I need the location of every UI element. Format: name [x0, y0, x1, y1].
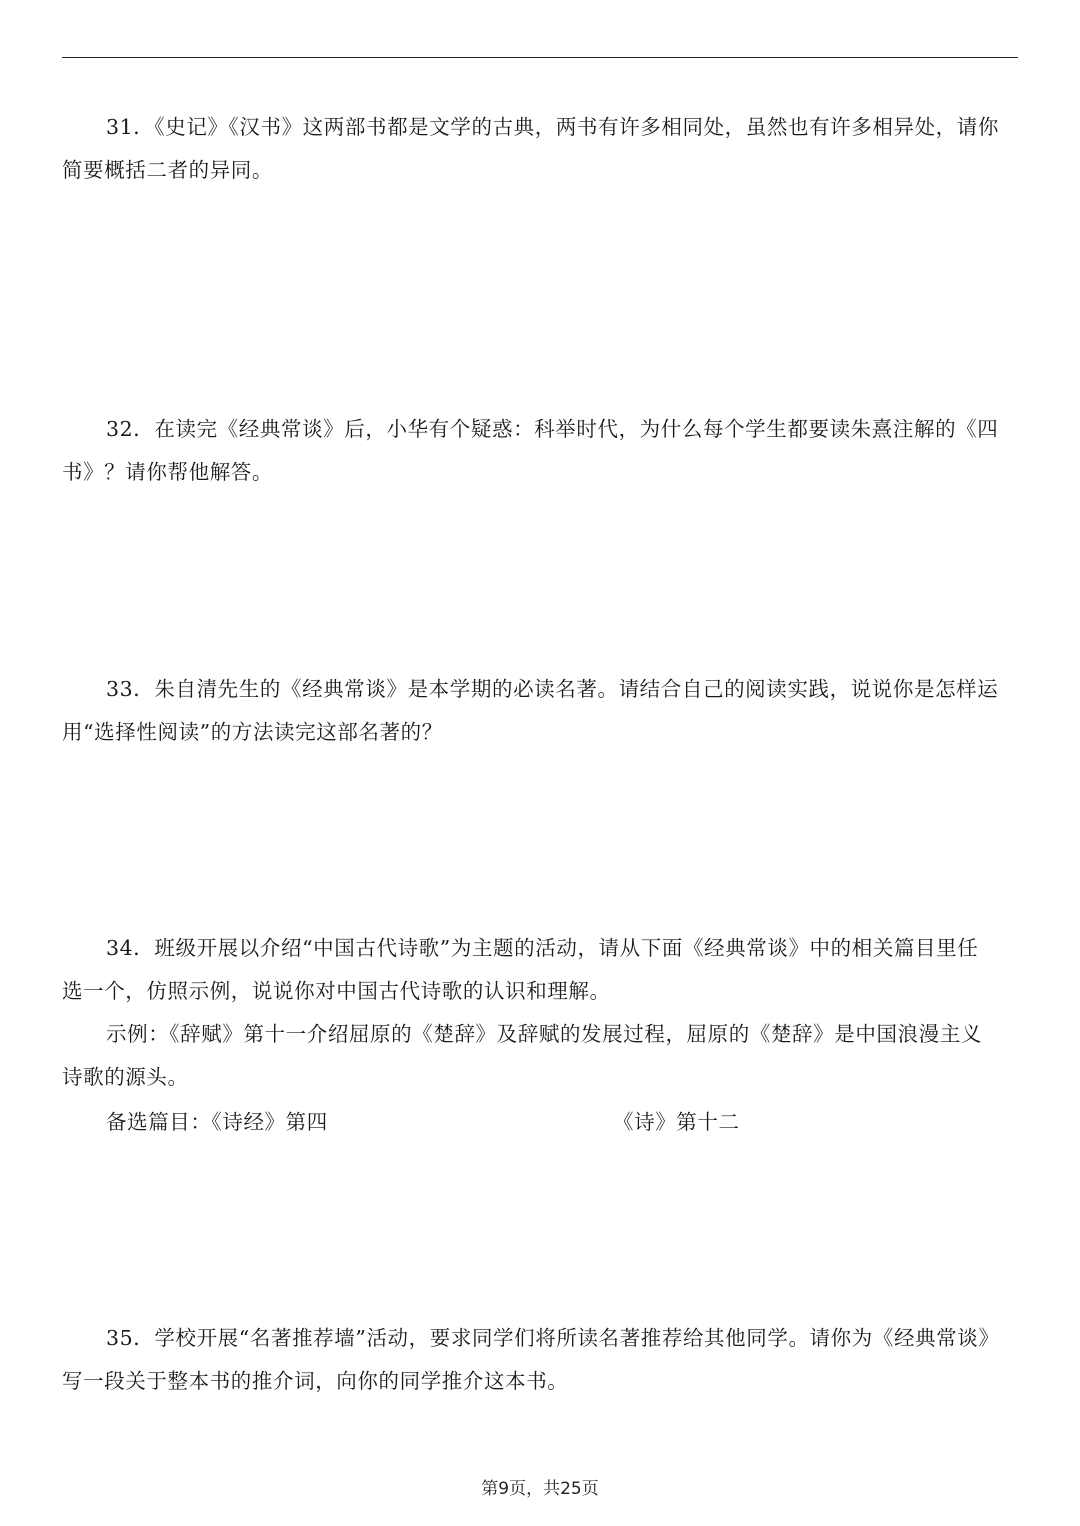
question-34-example-line-1: 示例：《辞赋》第十一介绍屈原的《楚辞》及辞赋的发展过程，屈原的《楚辞》是中国浪漫主义 [106, 1022, 982, 1046]
question-34-line-1: 34．班级开展以介绍“中国古代诗歌”为主题的活动，请从下面《经典常谈》中的相关篇目里任 [106, 936, 979, 960]
question-32-line-1: 32．在读完《经典常谈》后，小华有个疑惑：科举时代，为什么每个学生都要读朱熹注解的《四 [106, 417, 999, 441]
question-32-line-2: 书》？请你帮他解答。 [62, 460, 273, 484]
question-31-line-2: 简要概括二者的异同。 [62, 158, 273, 182]
page-number-footer: 第9页，共25页 [481, 1479, 599, 1499]
question-31 [62, 106, 1022, 192]
question-32 [62, 408, 1022, 494]
question-35-line-2: 写一段关于整本书的推介词，向你的同学推介这本书。 [62, 1369, 569, 1393]
question-33-line-2: 用“选择性阅读”的方法读完这部名著的？ [62, 720, 443, 744]
question-34-options [106, 1101, 1006, 1144]
question-34-option-b: 《诗》第十二 [613, 1110, 740, 1134]
question-33 [62, 668, 1022, 754]
question-35-line-1: 35．学校开展“名著推荐墙”活动，要求同学们将所读名著推荐给其他同学。请你为《经典常谈》 [106, 1326, 1000, 1350]
question-34 [62, 927, 1022, 1099]
question-34-option-a: 备选篇目：《诗经》第四 [106, 1110, 328, 1134]
question-34-example-line-2: 诗歌的源头。 [62, 1065, 189, 1089]
header-rule [62, 57, 1018, 58]
question-31-line-1: 31．《史记》《汉书》这两部书都是文学的古典，两书有许多相同处，虽然也有许多相异处，请你 [106, 115, 999, 139]
question-33-line-1: 33．朱自清先生的《经典常谈》是本学期的必读名著。请结合自己的阅读实践，说说你是怎样运 [106, 677, 999, 701]
question-35 [62, 1317, 1022, 1403]
question-34-line-2: 选一个，仿照示例，说说你对中国古代诗歌的认识和理解。 [62, 979, 611, 1003]
